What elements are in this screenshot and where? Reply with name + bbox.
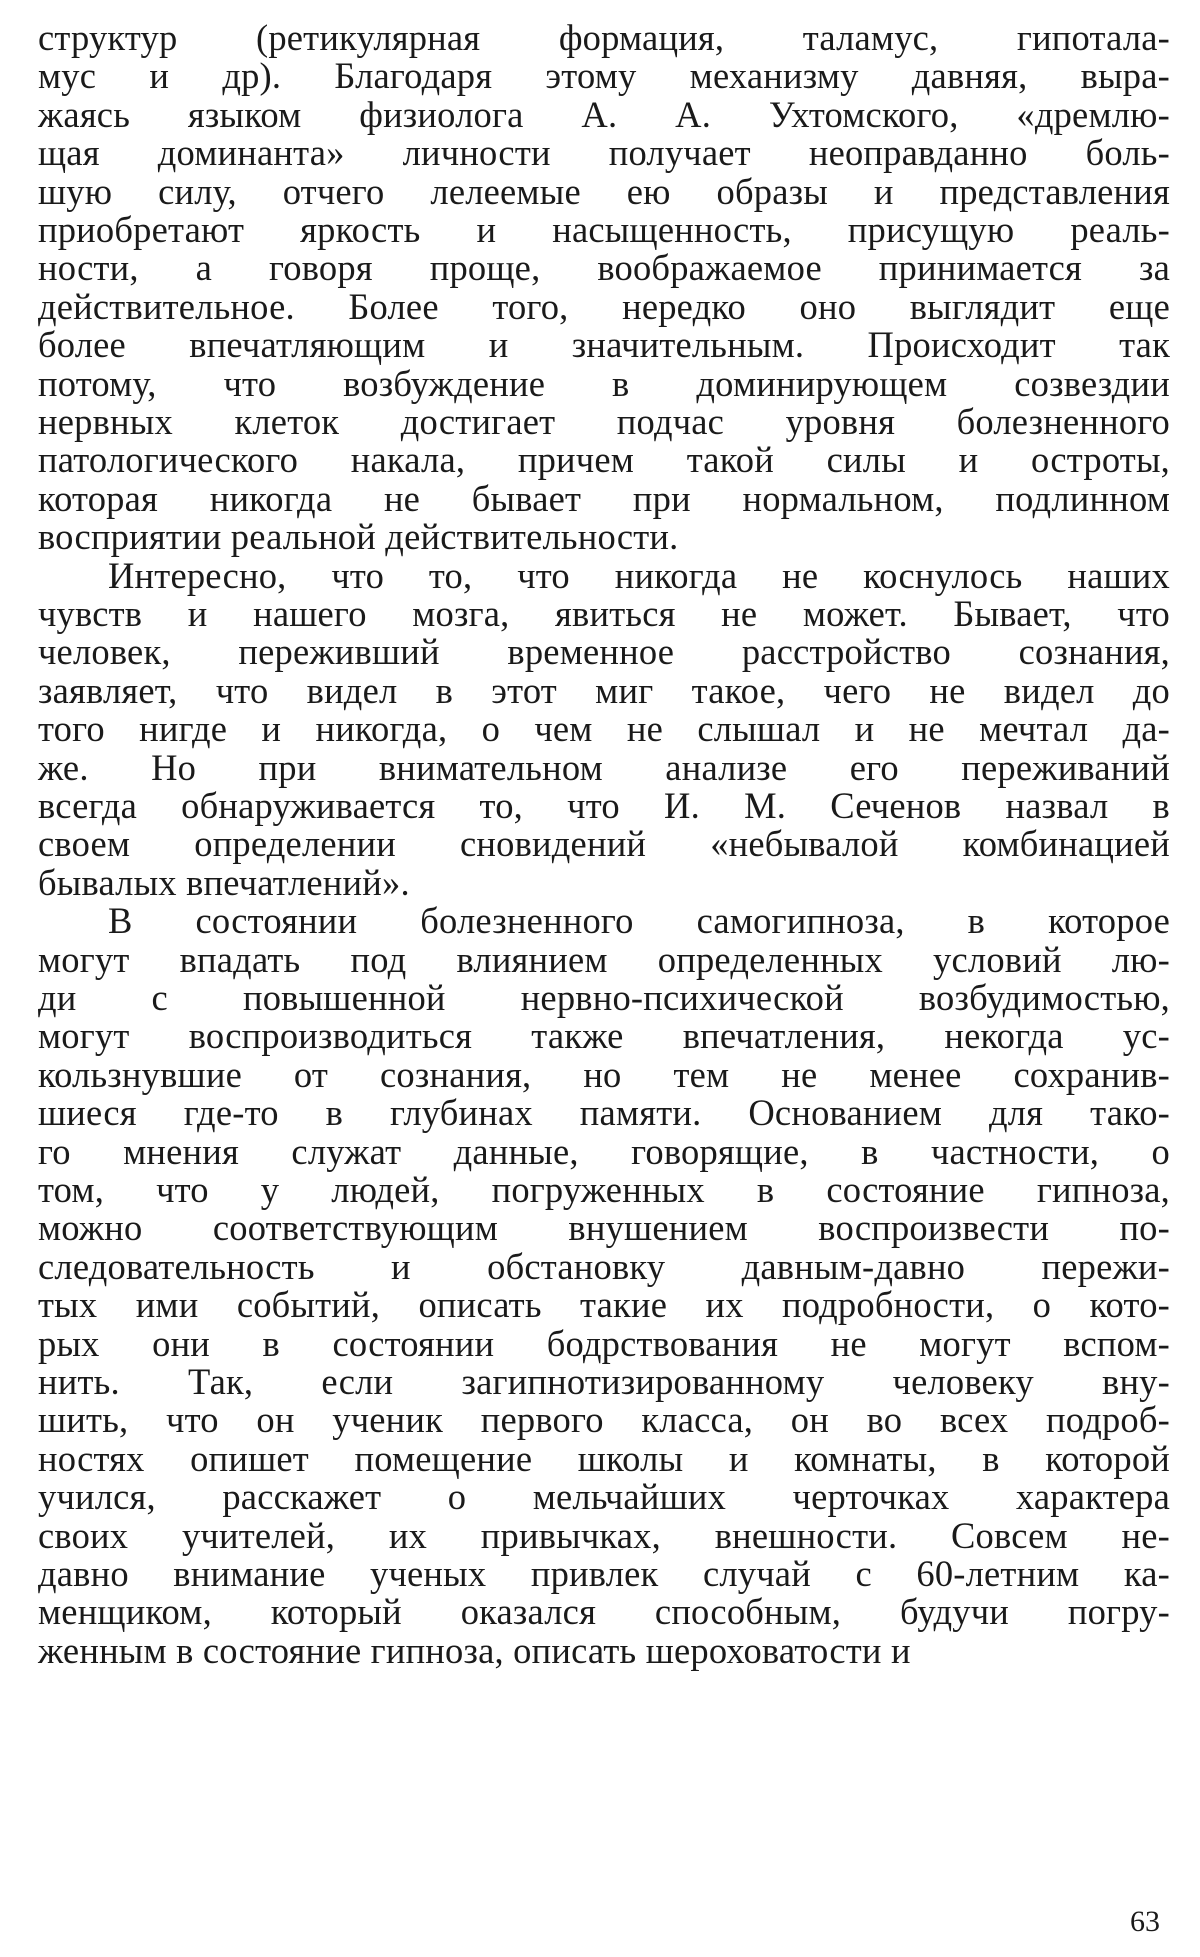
text-line: тых ими событий, описать такие их подробности, о кото- bbox=[38, 1284, 1170, 1326]
text-line: менщиком, который оказался способным, будучи погру- bbox=[38, 1591, 1170, 1633]
text-line: потому, что возбуждение в доминирующем созвездии bbox=[38, 362, 1170, 404]
text-line: рых они в состоянии бодрствования не могут вспом- bbox=[38, 1322, 1170, 1364]
text-line: ности, а говоря проще, воображаемое принимается за bbox=[38, 247, 1170, 289]
text-line: щая доминанта» личности получает неоправданно боль- bbox=[38, 132, 1170, 174]
text-line: шить, что он ученик первого класса, он во всех подроб- bbox=[38, 1399, 1170, 1441]
text-line: жаясь языком физиолога А. А. Ухтомского, «дремлю- bbox=[38, 93, 1170, 135]
text-line: Интересно, что то, что никогда не коснулось наших bbox=[108, 554, 1170, 596]
text-line: женным в состояние гипноза, описать шероховатости и bbox=[38, 1629, 911, 1671]
text-line: структур (ретикулярная формация, таламус, гипотала- bbox=[38, 17, 1170, 58]
text-line: ди с повышенной нервно-психической возбудимостью, bbox=[38, 977, 1170, 1018]
text-line: могут воспроизводиться также впечатления, некогда ус- bbox=[38, 1015, 1170, 1057]
text-line: которая никогда не бывает при нормальном, подлинном bbox=[38, 477, 1170, 519]
text-line: своих учителей, их привычках, внешности. Совсем не- bbox=[38, 1514, 1170, 1556]
text-line: же. Но при внимательном анализе его переживаний bbox=[38, 746, 1170, 788]
text-line: В состоянии болезненного самогипноза, в которое bbox=[108, 900, 1170, 942]
text-line: следовательность и обстановку давным-давно пережи- bbox=[38, 1245, 1170, 1287]
text-line: нервных клеток достигает подчас уровня болезненного bbox=[38, 401, 1170, 442]
text-line: всегда обнаруживается то, что И. М. Сеченов назвал в bbox=[38, 785, 1170, 826]
text-line: том, что у людей, погруженных в состояние гипноза, bbox=[38, 1169, 1170, 1210]
text-line: более впечатляющим и значительным. Происходит так bbox=[38, 324, 1170, 366]
text-line: кользнувшие от сознания, но тем не менее сохранив- bbox=[38, 1053, 1170, 1095]
text-line: шиеся где-то в глубинах памяти. Основанием для тако- bbox=[38, 1092, 1170, 1134]
page-number: 63 bbox=[1130, 1905, 1160, 1938]
text-line: давно внимание ученых привлек случай с 60-летним ка- bbox=[38, 1553, 1170, 1594]
text-line: можно соответствующим внушением воспроизвести по- bbox=[38, 1207, 1170, 1249]
text-line: учился, расскажет о мельчайших черточках характера bbox=[38, 1476, 1170, 1518]
text-line: патологического накала, причем такой силы и остроты, bbox=[38, 439, 1170, 481]
text-line: го мнения служат данные, говорящие, в частности, о bbox=[38, 1130, 1170, 1172]
text-line: своем определении сновидений «небывалой комбинацией bbox=[38, 823, 1170, 865]
text-line: могут впадать под влиянием определенных условий лю- bbox=[38, 938, 1170, 980]
text-line: того нигде и никогда, о чем не слышал и не мечтал да- bbox=[38, 708, 1170, 750]
text-line: человек, переживший временное расстройство сознания, bbox=[38, 631, 1170, 673]
text-line: действительное. Более того, нередко оно выглядит еще bbox=[38, 285, 1170, 327]
text-line: нить. Так, если загипнотизированному человеку вну- bbox=[38, 1361, 1170, 1402]
text-line: шую силу, отчего лелеемые ею образы и представления bbox=[38, 170, 1170, 212]
text-line: ностях опишет помещение школы и комнаты, в которой bbox=[38, 1437, 1170, 1479]
text-line: приобретают яркость и насыщенность, присущую реаль- bbox=[38, 209, 1170, 250]
text-line: заявляет, что видел в этот миг такое, чего не видел до bbox=[38, 669, 1170, 711]
text-line: бывалых впечатлений». bbox=[38, 861, 410, 903]
text-line: мус и др). Благодаря этому механизму давняя, выра- bbox=[38, 55, 1170, 97]
text-line: чувств и нашего мозга, явиться не может. Бывает, что bbox=[38, 593, 1170, 634]
text-line: восприятии реальной действительности. bbox=[38, 516, 679, 558]
book-page bbox=[38, 18, 1170, 1938]
